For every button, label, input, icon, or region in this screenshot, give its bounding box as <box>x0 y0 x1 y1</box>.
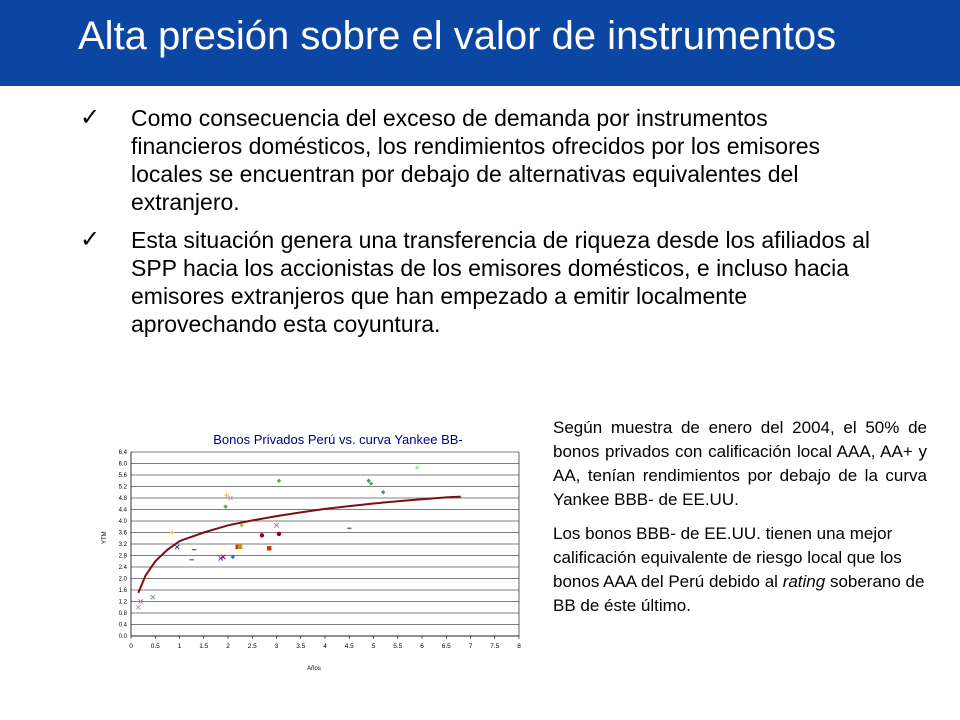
y-tick-label: 5.2 <box>118 484 127 491</box>
chart-svg <box>98 420 530 686</box>
y-tick-label: 6.0 <box>118 461 127 468</box>
y-tick-label: 0.0 <box>118 634 127 640</box>
x-tick-label: 8 <box>517 643 521 650</box>
data-point <box>267 546 271 550</box>
data-point <box>277 532 281 536</box>
note-paragraph: Según muestra de enero del 2004, el 50% de bonos privados con calificación local AAA, AA+ y AA, tenían rendimientos por debajo de la curva Yankee BBB- de EE.UU. <box>553 418 927 509</box>
chart-title: Bonos Privados Perú vs. curva Yankee BB- <box>213 432 463 447</box>
note-emphasis: rating <box>782 572 826 591</box>
y-axis-label: YTM <box>102 531 108 544</box>
chart <box>98 420 530 686</box>
note-paragraph <box>553 522 927 618</box>
x-tick-label: 4 <box>323 643 327 650</box>
y-tick-label: 4.0 <box>118 519 127 525</box>
checkmark-icon: ✓ <box>80 104 101 131</box>
x-tick-label: 7.5 <box>490 643 500 650</box>
x-axis-label: Años <box>307 666 321 672</box>
y-tick-label: 0.4 <box>118 622 127 629</box>
bullet-text: Esta situación genera una transferencia de riqueza desde los afiliados al SPP hacia los accionistas de los emisores domésticos, e incluso hacia emisores extranjeros que han empezado a emitir localmente aprovechando esta coyuntura. <box>131 227 871 337</box>
note-text: Los bonos BBB- de EE.UU. tienen una mejor calificación equivalente de riesgo local que los bonos AAA del Perú debido al <box>553 524 902 591</box>
note-text: soberano de BB de éste último. <box>553 572 925 615</box>
x-tick-label: 7 <box>468 643 473 650</box>
x-tick-label: 6 <box>420 643 424 650</box>
side-notes <box>553 416 927 628</box>
x-tick-label: 6.5 <box>441 643 451 650</box>
page-title: Alta presión sobre el valor de instrumentos <box>78 14 837 58</box>
y-tick-label: 1.6 <box>118 588 127 594</box>
bullet-text: Como consecuencia del exceso de demanda por instrumentos financieros domésticos, los rendimientos ofrecidos por los emisores locales se encuentran por debajo de alternativas equivalentes del extranjero. <box>131 105 821 215</box>
x-tick-label: 4.5 <box>344 643 354 650</box>
y-tick-label: 3.2 <box>118 542 127 548</box>
y-tick-label: 5.6 <box>118 473 127 479</box>
y-tick-label: 2.4 <box>118 565 127 571</box>
y-tick-label: 1.2 <box>118 599 127 606</box>
x-tick-label: 2.5 <box>247 643 257 650</box>
checkmark-icon: ✓ <box>80 226 101 253</box>
x-tick-label: 0 <box>129 643 133 650</box>
y-tick-label: 6.4 <box>118 450 127 456</box>
x-tick-label: 5.5 <box>393 643 403 650</box>
x-tick-label: 3 <box>274 643 279 650</box>
x-tick-label: 3.5 <box>296 643 306 650</box>
title-bar <box>0 0 960 86</box>
x-tick-label: 5 <box>371 643 376 650</box>
y-tick-label: 4.4 <box>118 507 127 514</box>
y-tick-label: 4.8 <box>118 496 127 502</box>
y-tick-label: 2.8 <box>118 553 127 560</box>
bullet-item <box>76 104 876 216</box>
y-tick-label: 0.8 <box>118 611 127 617</box>
y-tick-label: 3.6 <box>118 530 127 537</box>
x-tick-label: 2 <box>226 643 230 650</box>
data-point <box>260 533 264 537</box>
data-point <box>238 545 242 549</box>
bullet-item <box>76 226 876 338</box>
x-tick-label: 1.5 <box>199 643 209 650</box>
x-tick-label: 0.5 <box>150 643 160 650</box>
bullet-list <box>76 104 876 348</box>
x-tick-label: 1 <box>177 643 182 650</box>
y-tick-label: 2.0 <box>118 576 127 583</box>
